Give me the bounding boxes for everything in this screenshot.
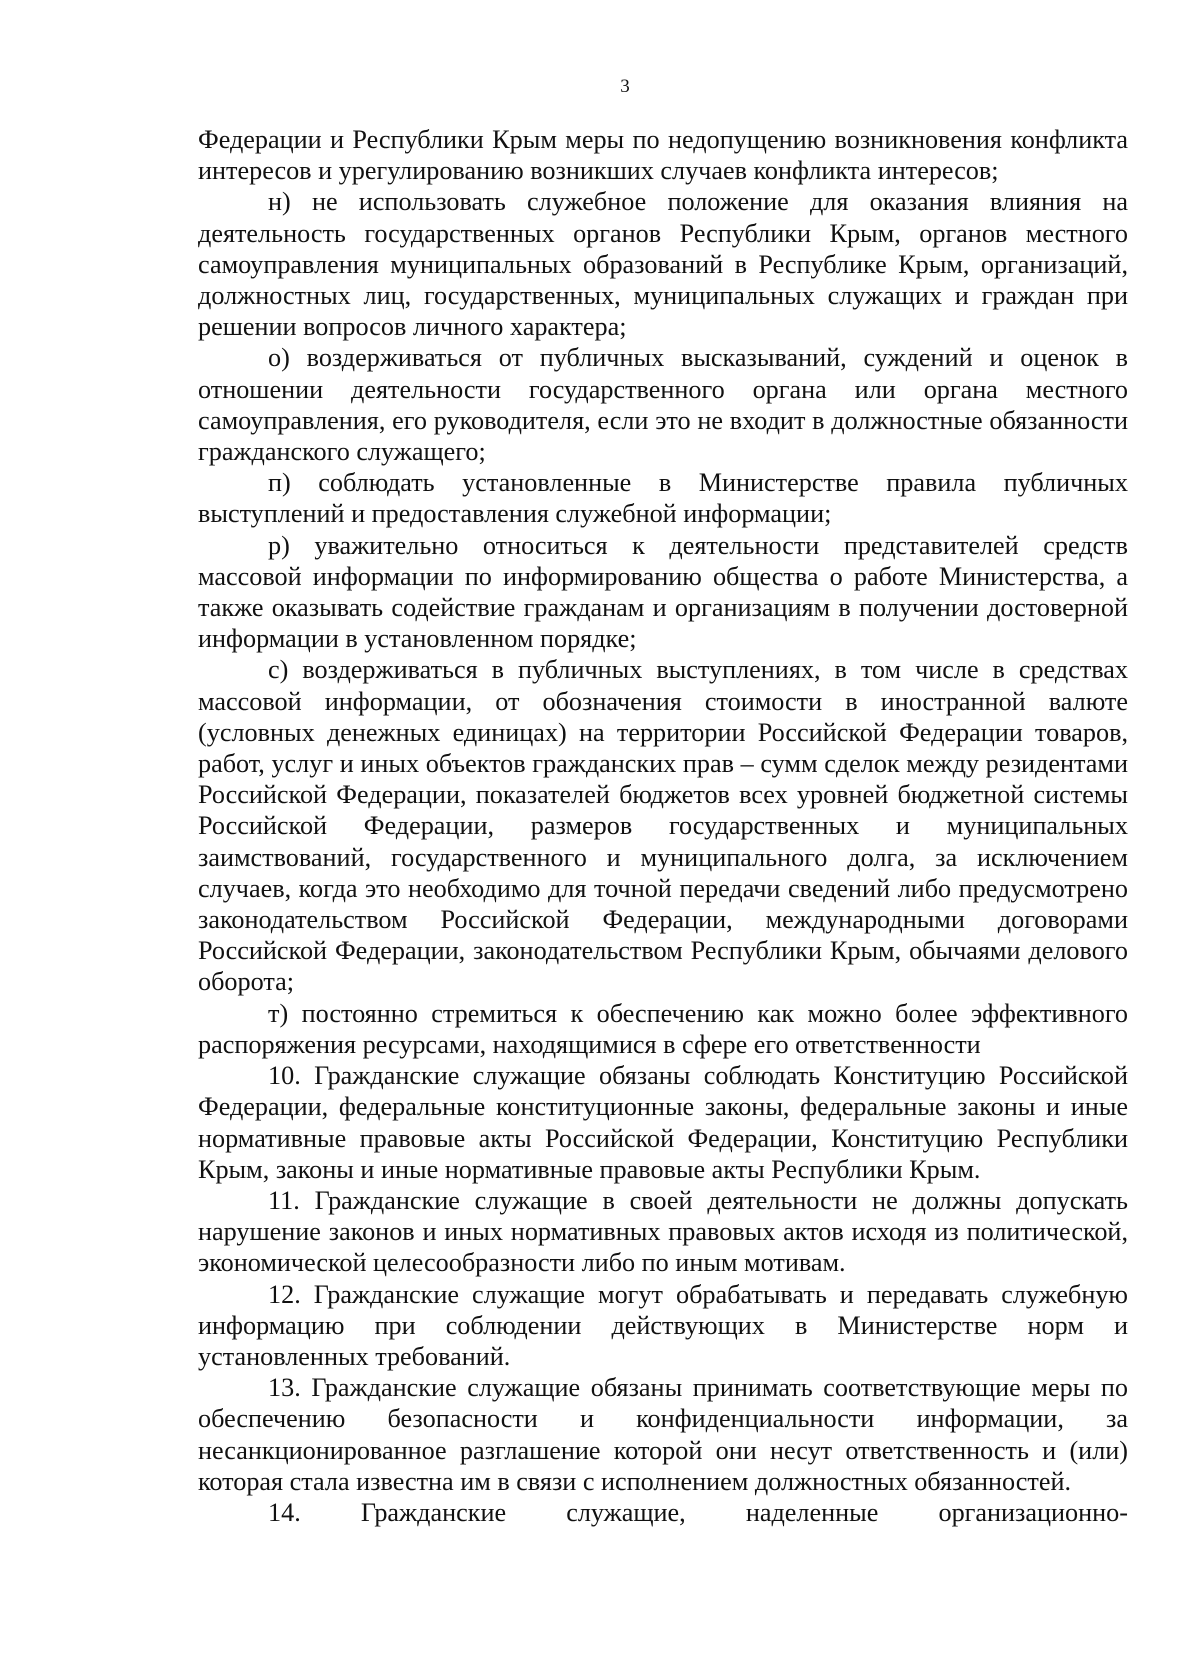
- paragraph-14: 14. Гражданские служащие, наделенные организационно-: [268, 1497, 1128, 1527]
- paragraph-11: 11. Гражданские служащие в своей деятельности не должны допускать нарушение законов и иных нормативных правовых актов исходя из политической, экономической целесообразности либо по иным мотивам.: [198, 1185, 1128, 1278]
- paragraph-item-s: с) воздерживаться в публичных выступлениях, в том числе в средствах массовой информации, от обозначения стоимости в иностранной валюте (условных денежных единицах) на территории Российской Федерации товаров, работ, услуг и иных объектов гражданских прав – сумм сделок между резидентами Российской Федерации, показателей бюджетов всех уровней бюджетной системы Российской Федерации, размеров государственных и муниципальных заимствований, государственного и муниципального долга, за исключением случаев, когда это необходимо для точной передачи сведений либо предусмотрено законодательством Российской Федерации, международными договорами Российской Федерации, законодательством Республики Крым, обычаями делового оборота;: [198, 655, 1128, 997]
- document-body: [198, 124, 1128, 1528]
- paragraph-item-r: р) уважительно относиться к деятельности представителей средств массовой информации по информированию общества о работе Министерства, а также оказывать содействие гражданам и организациям в получении достоверной информации в установленном порядке;: [198, 530, 1128, 654]
- paragraph-item-n: н) не использовать служебное положение для оказания влияния на деятельность государственных органов Республики Крым, органов местного самоуправления муниципальных образований в Республике Крым, организаций, должностных лиц, государственных, муниципальных служащих и граждан при решении вопросов личного характера;: [198, 187, 1128, 342]
- paragraph-item-t: т) постоянно стремиться к обеспечению как можно более эффективного распоряжения ресурсами, находящимися в сфере его ответственности: [198, 998, 1128, 1059]
- paragraph-13: 13. Гражданские служащие обязаны принимать соответствующие меры по обеспечению безопасности и конфиденциальности информации, за несанкционированное разглашение которой они несут ответственность и (или) которая стала известна им в связи с исполнением должностных обязанностей.: [198, 1373, 1128, 1496]
- paragraph-continuation: Федерации и Республики Крым меры по недопущению возникновения конфликта интересов и урегулированию возникших случаев конфликта интересов;: [198, 125, 1128, 186]
- page-number: 3: [620, 76, 630, 97]
- paragraph-10: 10. Гражданские служащие обязаны соблюдать Конституцию Российской Федерации, федеральные конституционные законы, федеральные законы и иные нормативные правовые акты Российской Федерации, Конституцию Республики Крым, законы и иные нормативные правовые акты Республики Крым.: [198, 1061, 1128, 1184]
- paragraph-item-o: о) воздерживаться от публичных высказываний, суждений и оценок в отношении деятельности государственного органа или органа местного самоуправления, его руководителя, если это не входит в должностные обязанности гражданского служащего;: [198, 343, 1128, 467]
- paragraph-item-p: п) соблюдать установленные в Министерстве правила публичных выступлений и предоставления служебной информации;: [198, 468, 1128, 529]
- paragraph-12: 12. Гражданские служащие могут обрабатывать и передавать служебную информацию при соблюдении действующих в Министерстве норм и установленных требований.: [198, 1279, 1128, 1371]
